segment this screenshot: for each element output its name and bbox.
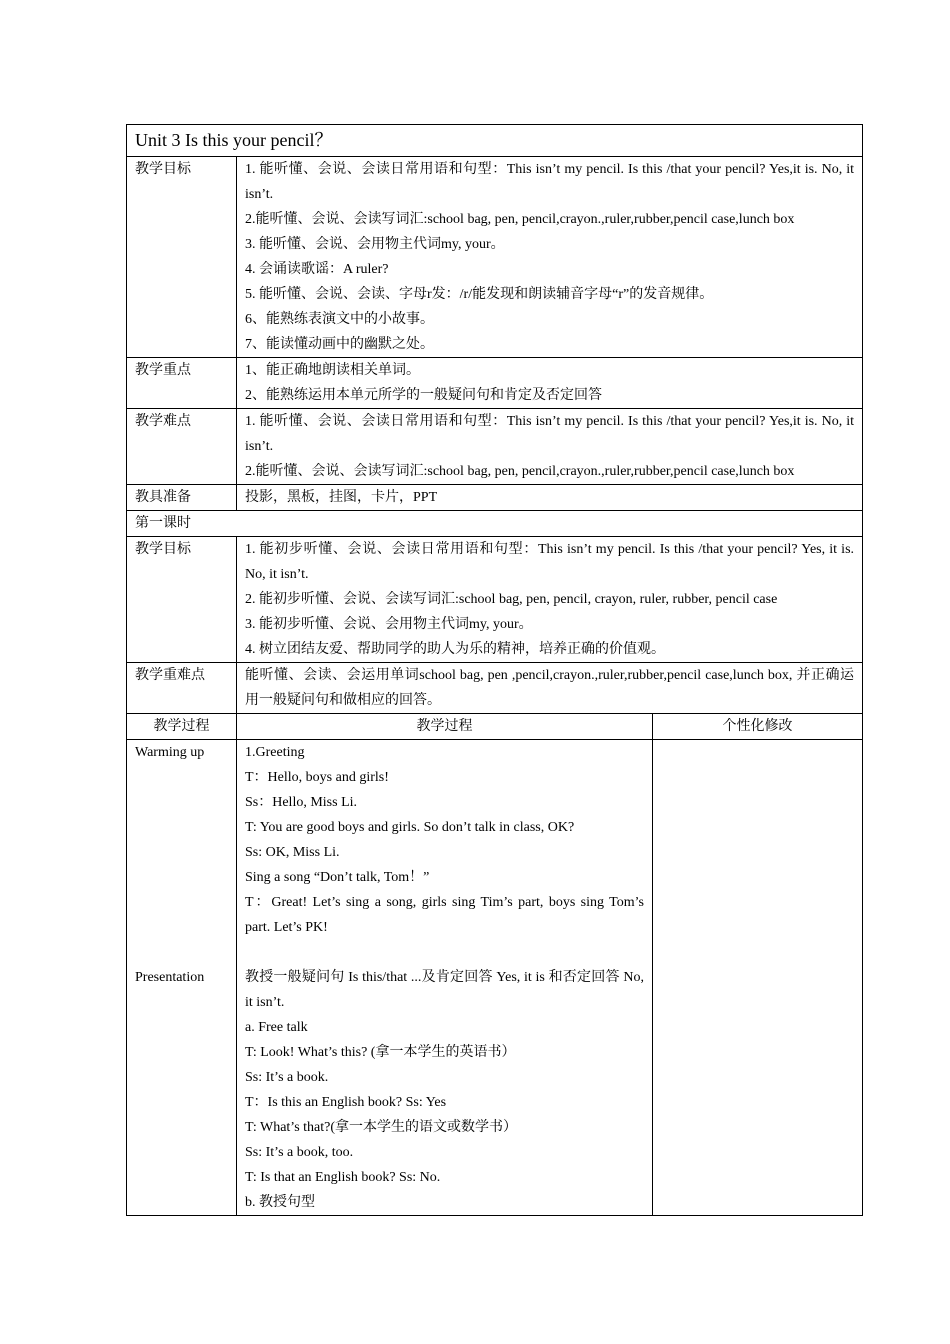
lesson-plan-page bbox=[126, 124, 862, 1216]
revision-cell bbox=[653, 740, 863, 1216]
warmup-line: Ss: OK, Miss Li. bbox=[245, 845, 340, 860]
lesson-goals-label: 教学目标 bbox=[127, 537, 237, 663]
stage-spacer bbox=[135, 765, 228, 965]
lesson-goal-item: 2. 能初步听懂、会说、会读写词汇:school bag, pen, pencil, crayon, ruler, rubber, pencil case bbox=[245, 592, 778, 607]
key-points-content bbox=[237, 358, 863, 409]
difficulty-item: 2.能听懂、会说、会读写词汇:school bag, pen, pencil,crayon.,ruler,rubber,pencil case,lunch box bbox=[245, 464, 795, 479]
materials-label: 教具准备 bbox=[127, 485, 237, 511]
lesson-goal-item: 1. 能初步听懂、会说、会读日常用语和句型：This isn’t my pencil. Is this /that your pencil? Yes, it is. No, it isn’t. bbox=[245, 542, 855, 582]
unit-goal-item: 5. 能听懂、会说、会读、字母r发：/r/能发现和朗读辅音字母“r”的发音规律。 bbox=[245, 287, 714, 302]
lesson-plan-table bbox=[126, 124, 863, 1216]
lesson-key-label: 教学重难点 bbox=[127, 663, 237, 714]
presentation-line: T: What’s that?(拿一本学生的语文或数学书） bbox=[245, 1120, 518, 1135]
key-point-item: 1、能正确地朗读相关单词。 bbox=[245, 363, 420, 378]
key-points-row bbox=[127, 358, 863, 409]
unit-goal-item: 3. 能听懂、会说、会用物主代词my, your。 bbox=[245, 237, 505, 252]
process-header-revision: 个性化修改 bbox=[653, 714, 863, 740]
process-header-stage: 教学过程 bbox=[127, 714, 237, 740]
process-header-row bbox=[127, 714, 863, 740]
lesson1-row bbox=[127, 511, 863, 537]
lesson-key-row bbox=[127, 663, 863, 714]
presentation-line: T：Is this an English book? Ss: Yes bbox=[245, 1095, 447, 1110]
process-stages bbox=[127, 740, 237, 1216]
difficulty-item: 1. 能听懂、会说、会读日常用语和句型：This isn’t my pencil. Is this /that your pencil? Yes,it is. No, it isn’t. bbox=[245, 414, 855, 454]
key-point-item: 2、能熟练运用本单元所学的一般疑问句和肯定及否定回答 bbox=[245, 388, 602, 403]
title-row bbox=[127, 125, 863, 157]
lesson-key-content: 能听懂、会读、会运用单词school bag, pen ,pencil,crayon.,ruler,rubber,pencil case,lunch box, 并正确运用一般疑问句和做相应的回答。 bbox=[237, 663, 863, 714]
warmup-line: Sing a song “Don’t talk, Tom！” bbox=[245, 870, 430, 885]
materials-row bbox=[127, 485, 863, 511]
warmup-line: 1.Greeting bbox=[245, 745, 305, 760]
warmup-line: Ss：Hello, Miss Li. bbox=[245, 795, 358, 810]
unit-goals-row bbox=[127, 157, 863, 358]
materials-content: 投影，黑板，挂图，卡片，PPT bbox=[237, 485, 863, 511]
stage-presentation: Presentation bbox=[135, 970, 205, 985]
presentation-line: T: Look! What’s this? (拿一本学生的英语书） bbox=[245, 1045, 516, 1060]
warmup-line: T: You are good boys and girls. So don’t talk in class, OK? bbox=[245, 820, 575, 835]
presentation-line: 教授一般疑问句 Is this/that ...及肯定回答 Yes, it is 和否定回答 No, it isn’t. bbox=[245, 970, 644, 1010]
lesson-goals-row bbox=[127, 537, 863, 663]
process-body-row bbox=[127, 740, 863, 1216]
unit-goal-item: 7、能读懂动画中的幽默之处。 bbox=[245, 337, 434, 352]
unit-goal-item: 2.能听懂、会说、会读写词汇:school bag, pen, pencil,crayon.,ruler,rubber,pencil case,lunch box bbox=[245, 212, 795, 227]
presentation-line: Ss: It’s a book. bbox=[245, 1070, 329, 1085]
process-steps bbox=[237, 740, 653, 1216]
warmup-line: T：Great! Let’s sing a song, girls sing Tim’s part, boys sing Tom’s part. Let’s PK! bbox=[245, 895, 644, 935]
process-header-process: 教学过程 bbox=[237, 714, 653, 740]
unit-goals-content bbox=[237, 157, 863, 358]
lesson-goal-item: 4. 树立团结友爱、帮助同学的助人为乐的精神，培养正确的价值观。 bbox=[245, 642, 665, 657]
blank-line bbox=[245, 940, 644, 965]
presentation-line: Ss: It’s a book, too. bbox=[245, 1145, 354, 1160]
lesson-goals-content bbox=[237, 537, 863, 663]
key-points-label: 教学重点 bbox=[127, 358, 237, 409]
difficulties-content bbox=[237, 409, 863, 485]
unit-goal-item: 6、能熟练表演文中的小故事。 bbox=[245, 312, 434, 327]
presentation-line: a. Free talk bbox=[245, 1020, 308, 1035]
unit-title: Unit 3 Is this your pencil？ bbox=[127, 125, 863, 157]
warmup-line: T：Hello, boys and girls! bbox=[245, 770, 389, 785]
unit-goal-item: 1. 能听懂、会说、会读日常用语和句型：This isn’t my pencil. Is this /that your pencil? Yes,it is. No, it isn’t. bbox=[245, 162, 855, 202]
presentation-line: T: Is that an English book? Ss: No. bbox=[245, 1170, 441, 1185]
unit-goals-label: 教学目标 bbox=[127, 157, 237, 358]
lesson-goal-item: 3. 能初步听懂、会说、会用物主代词my, your。 bbox=[245, 617, 533, 632]
difficulties-row bbox=[127, 409, 863, 485]
unit-goal-item: 4. 会诵读歌谣：A ruler? bbox=[245, 262, 389, 277]
stage-warmup: Warming up bbox=[135, 745, 205, 760]
difficulties-label: 教学难点 bbox=[127, 409, 237, 485]
lesson1-heading: 第一课时 bbox=[127, 511, 863, 537]
presentation-line: b. 教授句型 bbox=[245, 1195, 315, 1210]
